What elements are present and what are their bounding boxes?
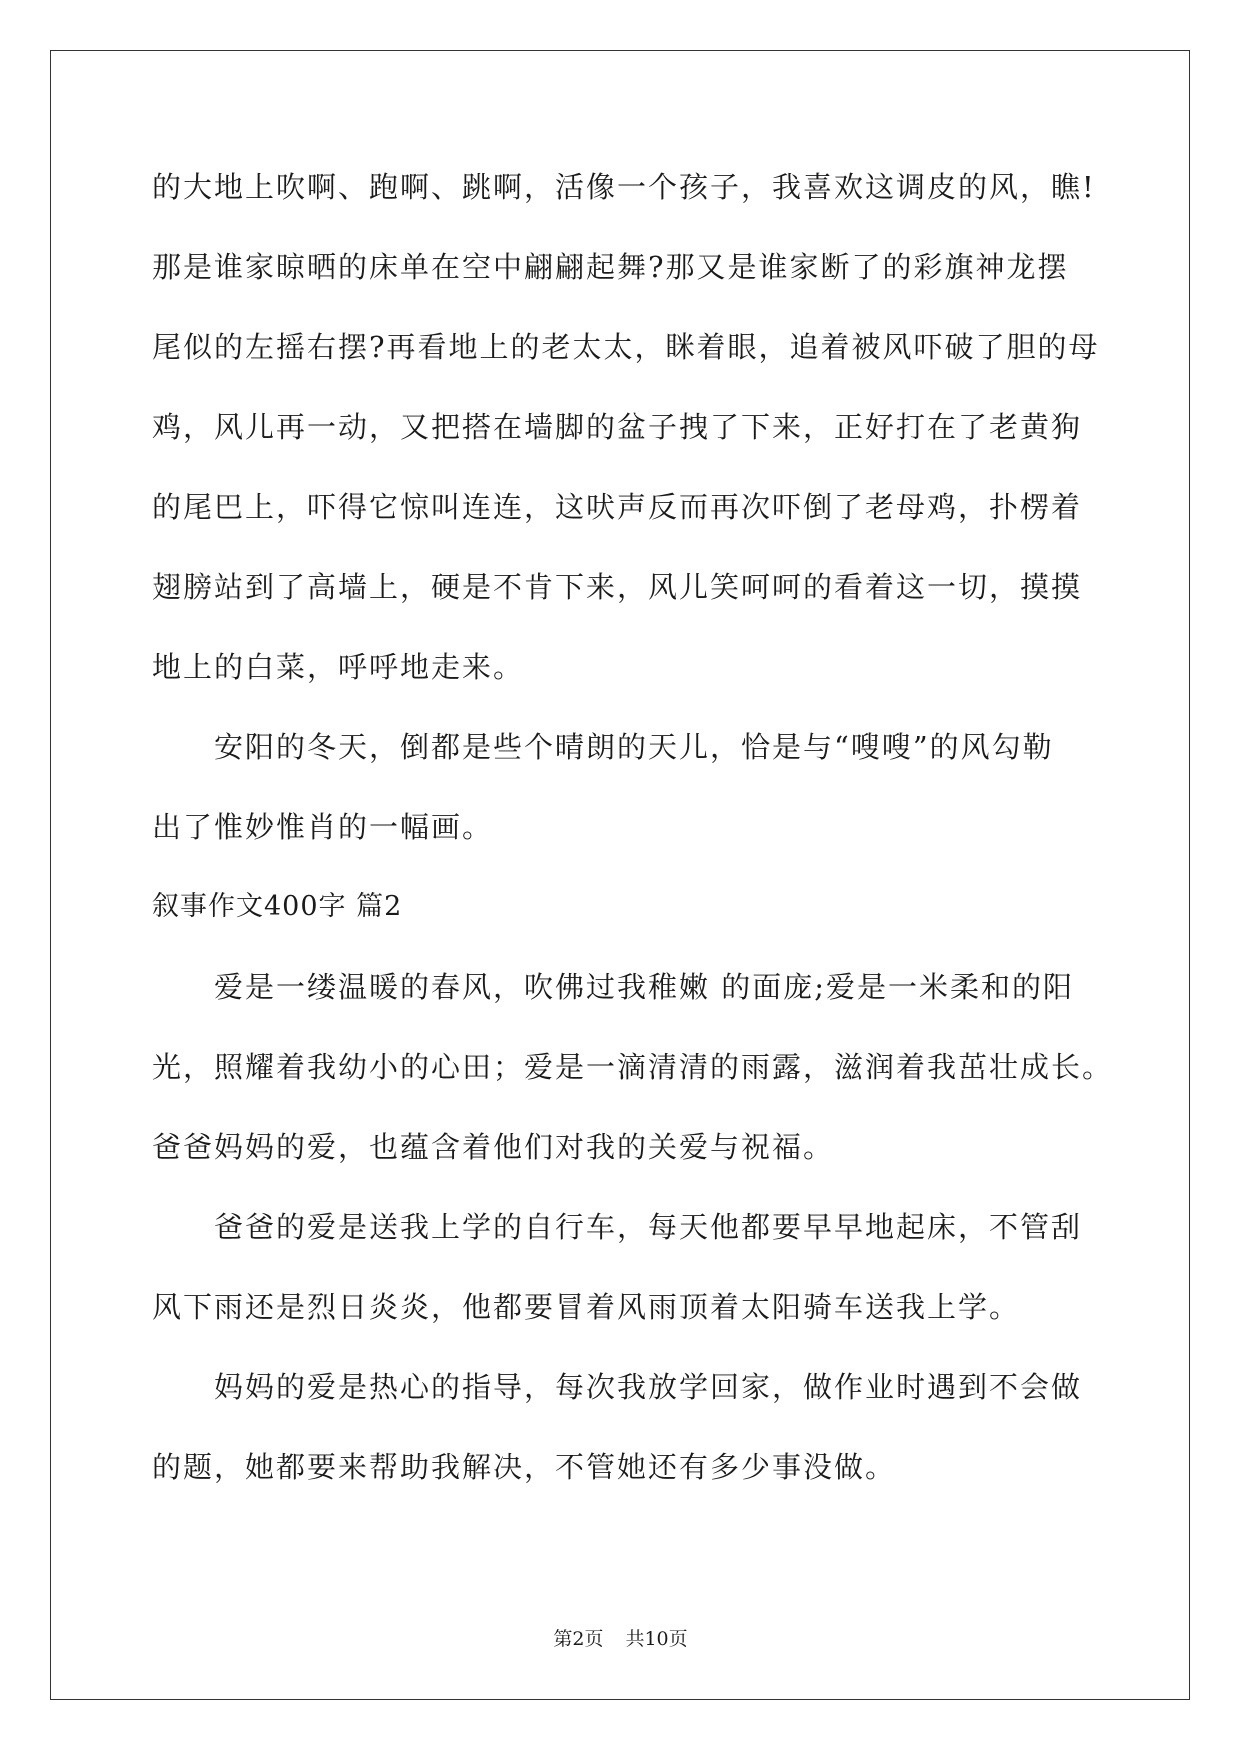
- page-total: 共10页: [625, 1628, 688, 1650]
- text-line: 那是谁家晾晒的床单在空中翩翩起舞?那又是谁家断了的彩旗神龙摆: [152, 250, 1069, 284]
- text-line: 尾似的左摇右摆?再看地上的老太太，眯着眼，追着被风吓破了胆的母: [152, 330, 1100, 364]
- text-line: 鸡，风儿再一动，又把搭在墙脚的盆子拽了下来，正好打在了老黄狗: [152, 410, 1083, 444]
- page-number: 第2页: [553, 1628, 604, 1650]
- text-line: 光，照耀着我幼小的心田；爱是一滴清清的雨露，滋润着我茁壮成长。: [152, 1050, 1114, 1084]
- page-footer: [0, 1624, 1241, 1651]
- text-line: 地上的白菜，呼呼地走来。: [152, 650, 525, 684]
- text-line: 翅膀站到了高墙上，硬是不肯下来，风儿笑呵呵的看着这一切，摸摸: [152, 570, 1083, 604]
- paragraph-start-line: 妈妈的爱是热心的指导，每次我放学回家，做作业时遇到不会做: [214, 1370, 1083, 1404]
- text-line: 的大地上吹啊、跑啊、跳啊，活像一个孩子，我喜欢这调皮的风，瞧!: [152, 170, 1096, 204]
- text-line: 爸爸妈妈的爱，也蕴含着他们对我的关爱与祝福。: [152, 1130, 835, 1164]
- document-body: [152, 165, 1114, 1525]
- text-line: 出了惟妙惟肖的一幅画。: [152, 810, 494, 844]
- text-line: 的尾巴上，吓得它惊叫连连，这吠声反而再次吓倒了老母鸡，扑楞着: [152, 490, 1083, 524]
- text-line: 的题，她都要来帮助我解决，不管她还有多少事没做。: [152, 1450, 897, 1484]
- section-heading: 叙事作文400字 篇2: [152, 891, 403, 922]
- paragraph-start-line: 爸爸的爱是送我上学的自行车，每天他都要早早地起床，不管刮: [214, 1210, 1083, 1244]
- paragraph-start-line: 安阳的冬天，倒都是些个晴朗的天儿，恰是与“嗖嗖”的风勾勒: [214, 730, 1054, 764]
- text-line: 风下雨还是烈日炎炎，他都要冒着风雨顶着太阳骑车送我上学。: [152, 1290, 1021, 1324]
- paragraph-start-line: 爱是一缕温暖的春风，吹佛过我稚嫩 的面庞;爱是一米柔和的阳: [214, 970, 1074, 1004]
